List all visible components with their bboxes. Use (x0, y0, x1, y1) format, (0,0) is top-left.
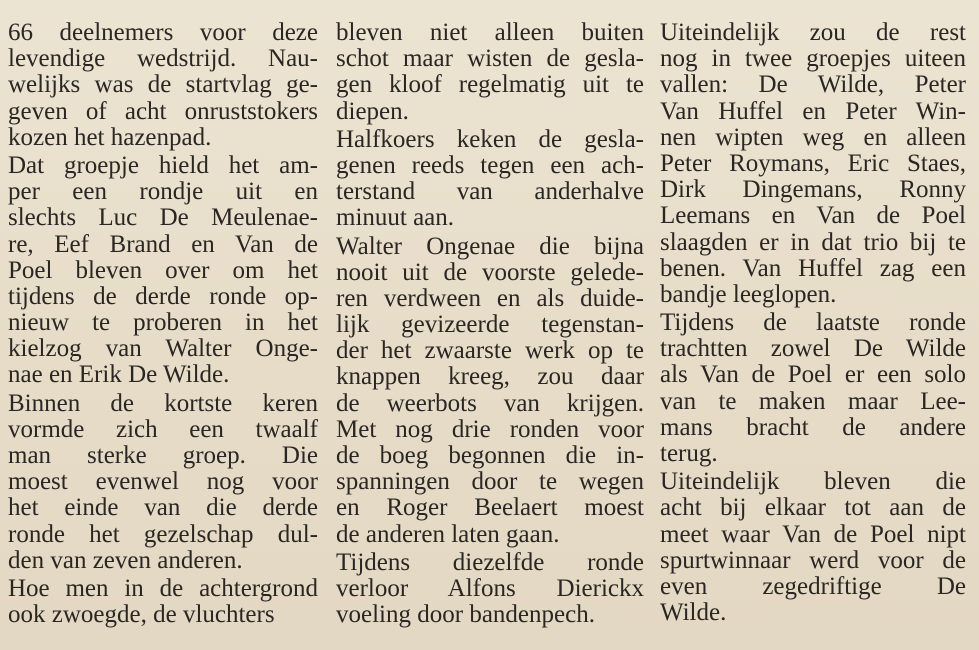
text-line: de weerbots van krijgen. (336, 389, 644, 417)
text-line: verloor Alfons Dierickx (336, 574, 644, 602)
text-line: voeling door bandenpech. (336, 601, 595, 629)
article-column-3 (660, 20, 966, 626)
article-paragraph (8, 391, 318, 574)
text-line: schot maar wisten de gesla- (336, 45, 644, 73)
text-line: de boeg begonnen die in- (336, 442, 644, 469)
text-line: ook zwoegde, de vluchters (8, 601, 275, 629)
text-line: geven of acht onruststokers (8, 97, 318, 125)
text-line: acht bij elkaar tot aan de (660, 494, 966, 522)
text-line: Poel bleven over om het (8, 256, 318, 284)
text-line: Leemans en Van de Poel (660, 202, 966, 230)
text-line: Uiteindelijk zou de rest (660, 19, 966, 46)
text-line: Binnen de kortste keren (8, 389, 318, 417)
text-line: slechts Luc De Meulenae- (8, 204, 318, 232)
text-line: de anderen laten gaan. (336, 520, 560, 548)
article-paragraph (336, 20, 644, 125)
article-paragraph (8, 576, 318, 628)
text-line: Hoe men in de achtergrond (8, 574, 318, 602)
text-line: even zegedriftige De (660, 572, 966, 600)
text-line: trachtten zowel De Wilde (660, 335, 966, 363)
text-line: per een rondje uit en (8, 178, 318, 206)
article-paragraph (336, 234, 644, 548)
text-line: slaagden er in dat trio bij te (660, 228, 966, 256)
text-line: Halfkoers keken de gesla- (336, 125, 644, 153)
text-line: nooit uit de voorste gelede- (336, 258, 644, 286)
text-line: mans bracht de andere (660, 413, 966, 441)
text-line: der het zwaarste werk op te (336, 337, 644, 365)
text-line: bleven niet alleen buiten (336, 19, 644, 46)
text-line: welijks was de startvlag ge- (8, 71, 318, 99)
text-line: re, Eef Brand en Van de (8, 230, 318, 258)
text-line: nog in twee groepjes uiteen (660, 45, 966, 73)
text-line: Wilde. (660, 599, 727, 627)
text-line: minuut aan. (336, 204, 455, 232)
article-column-2 (336, 20, 644, 628)
article-paragraph (660, 310, 966, 467)
text-line: genen reeds tegen een ach- (336, 151, 644, 179)
text-line: Dirk Dingemans, Ronny (660, 176, 966, 204)
text-line: Dat groepje hield het am- (8, 151, 318, 179)
text-line: het einde van die derde (8, 494, 318, 522)
text-line: kielzog van Walter Onge- (8, 335, 318, 363)
text-line: moest evenwel nog voor (8, 468, 318, 496)
text-line: als Van de Poel er een solo (660, 361, 966, 389)
text-line: Tijdens diezelfde ronde (336, 548, 644, 576)
text-line: kozen het hazenpad. (8, 123, 212, 151)
text-line: nen wipten weg en alleen (660, 123, 966, 151)
text-line: nieuw te proberen in het (8, 309, 318, 337)
article-paragraph (8, 20, 318, 151)
text-line: van te maken maar Lee- (660, 387, 966, 415)
text-line: terug. (660, 440, 718, 467)
text-line: lijk gevizeerde tegenstan- (336, 311, 644, 339)
text-line: Tijdens de laatste ronde (660, 309, 966, 337)
article-paragraph (336, 127, 644, 232)
text-line: vallen: De Wilde, Peter (660, 71, 966, 99)
text-line: nae en Erik De Wilde. (8, 361, 230, 389)
text-line: man sterke groep. Die (8, 442, 318, 469)
text-line: den van zeven anderen. (8, 546, 243, 574)
article-paragraph (660, 20, 966, 308)
text-line: en Roger Beelaert moest (336, 494, 644, 522)
text-line: Van Huffel en Peter Win- (660, 97, 966, 125)
text-line: Walter Ongenae die bijna (336, 232, 644, 260)
text-line: tijdens de derde ronde op- (8, 282, 318, 310)
text-line: diepen. (336, 97, 409, 125)
text-line: gen kloof regelmatig uit te (336, 71, 644, 99)
text-line: bandje leeglopen. (660, 280, 837, 308)
article-paragraph (336, 550, 644, 629)
text-line: 66 deelnemers voor deze (8, 19, 318, 46)
article-paragraph (8, 153, 318, 389)
text-line: ren verdween en als duide- (336, 284, 644, 312)
text-line: knappen kreeg, zou daar (336, 363, 644, 391)
text-line: Peter Roymans, Eric Staes, (660, 149, 966, 177)
text-line: benen. Van Huffel zag een (660, 254, 966, 282)
text-line: ronde het gezelschap dul- (8, 520, 318, 548)
article-paragraph (660, 469, 966, 626)
text-line: Uiteindelijk bleven die (660, 468, 966, 496)
article-column-1 (8, 20, 318, 628)
text-line: Met nog drie ronden voor (336, 415, 644, 443)
text-line: spanningen door te wegen (336, 468, 644, 496)
text-line: levendige wedstrijd. Nau- (8, 45, 318, 73)
text-line: spurtwinnaar werd voor de (660, 546, 966, 574)
text-line: meet waar Van de Poel nipt (660, 520, 966, 548)
text-line: terstand van anderhalve (336, 178, 644, 206)
text-line: vormde zich een twaalf (8, 415, 318, 443)
